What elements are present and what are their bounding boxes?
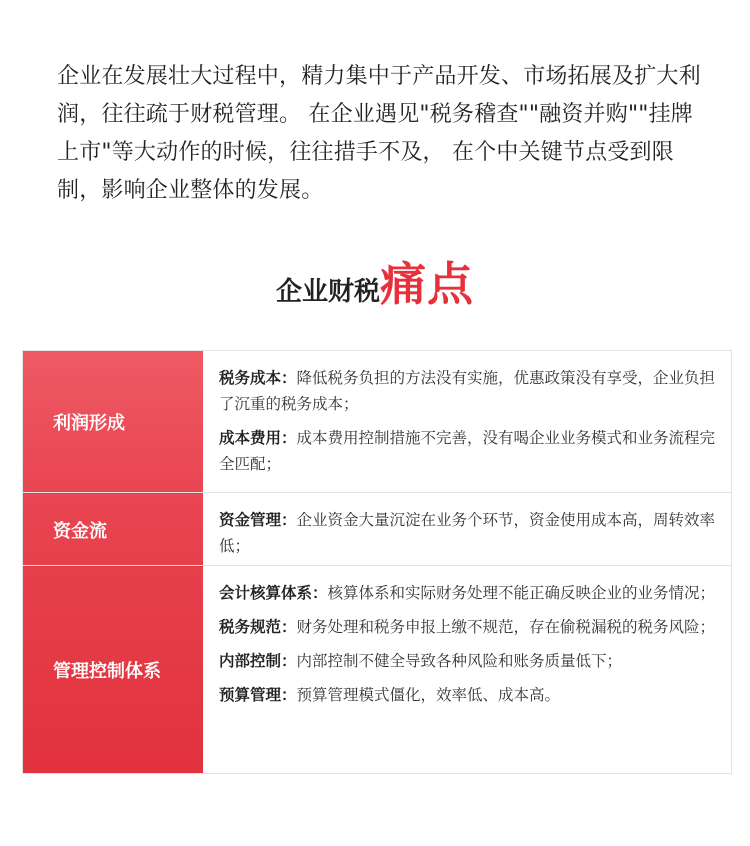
table-row-profit bbox=[23, 351, 731, 492]
category-label: 资金流 bbox=[23, 493, 203, 565]
row-details bbox=[203, 566, 731, 773]
item-text: 内部控制不健全导致各种风险和账务质量低下； bbox=[296, 652, 623, 670]
list-item bbox=[219, 648, 721, 674]
heading-prefix: 企业财税 bbox=[275, 277, 380, 307]
section-heading bbox=[0, 248, 750, 314]
category-label: 管理控制体系 bbox=[23, 566, 203, 773]
pain-points-table bbox=[22, 350, 732, 774]
item-text: 企业资金大量沉淀在业务个环节，资金使用成本高，周转效率低； bbox=[219, 511, 716, 555]
row-details bbox=[203, 351, 731, 492]
intro-paragraph: 企业在发展壮大过程中，精力集中于产品开发、市场拓展及扩大利润，往往疏于财税管理。 在企业遇见"税务稽查""融资并购""挂牌上市"等大动作的时候，往往措手不及， 在个中关键节点受到限制，影响企业整体的发展。 bbox=[57, 64, 701, 203]
list-item bbox=[219, 682, 721, 708]
table-row-management bbox=[23, 565, 731, 773]
item-text: 核算体系和实际财务处理不能正确反映企业的业务情况； bbox=[327, 584, 716, 602]
list-item bbox=[219, 614, 721, 640]
item-label: 内部控制： bbox=[219, 652, 297, 670]
item-label: 资金管理： bbox=[219, 511, 297, 529]
item-label: 会计核算体系： bbox=[219, 584, 328, 602]
item-text: 降低税务负担的方法没有实施，优惠政策没有享受，企业负担了沉重的税务成本； bbox=[219, 369, 716, 413]
item-text: 财务处理和税务申报上缴不规范，存在偷税漏税的税务风险； bbox=[296, 618, 716, 636]
heading-accent: 痛点 bbox=[380, 257, 474, 311]
table-row-cashflow bbox=[23, 492, 731, 565]
item-text: 预算管理模式僵化，效率低、成本高。 bbox=[296, 686, 561, 704]
item-label: 税务成本： bbox=[219, 369, 297, 387]
item-label: 预算管理： bbox=[219, 686, 297, 704]
list-item bbox=[219, 425, 721, 477]
list-item bbox=[219, 365, 721, 417]
item-text: 成本费用控制措施不完善，没有喝企业业务模式和业务流程完全匹配； bbox=[219, 429, 716, 473]
list-item bbox=[219, 507, 721, 559]
list-item bbox=[219, 580, 721, 606]
category-label: 利润形成 bbox=[23, 351, 203, 492]
row-details bbox=[203, 493, 731, 565]
item-label: 成本费用： bbox=[219, 429, 297, 447]
item-label: 税务规范： bbox=[219, 618, 297, 636]
